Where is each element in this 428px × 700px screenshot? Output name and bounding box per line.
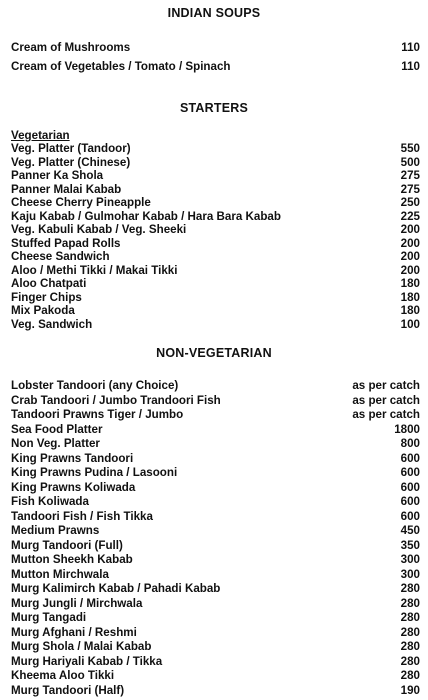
menu-item bbox=[11, 466, 420, 479]
menu-item-name: Veg. Kabuli Kabab / Veg. Sheeki bbox=[11, 223, 187, 236]
menu-item bbox=[11, 210, 420, 223]
menu-item-name: Murg Afghani / Reshmi bbox=[11, 625, 137, 639]
menu-item bbox=[11, 379, 420, 392]
menu-item bbox=[11, 264, 420, 277]
menu-item-price: 600 bbox=[400, 451, 420, 465]
menu-item-name: Murg Tandoori (Full) bbox=[11, 538, 123, 552]
menu-item-price: 280 bbox=[400, 596, 420, 610]
menu-item bbox=[11, 568, 420, 581]
menu-item-price: 1800 bbox=[394, 422, 420, 436]
menu-item-price: 250 bbox=[400, 196, 420, 209]
menu-item bbox=[11, 437, 420, 450]
menu-item bbox=[11, 640, 420, 653]
soups-heading: INDIAN SOUPS bbox=[167, 6, 261, 20]
menu-item bbox=[11, 196, 420, 209]
menu-item-name: Sea Food Platter bbox=[11, 422, 103, 436]
menu-item-price: 100 bbox=[400, 317, 420, 331]
menu-item-price: 500 bbox=[400, 155, 420, 169]
menu-item-name: Medium Prawns bbox=[11, 524, 100, 537]
menu-item-price: 200 bbox=[400, 236, 420, 250]
menu-item-price: 275 bbox=[400, 169, 420, 182]
menu-item-name: Panner Ka Shola bbox=[11, 169, 104, 182]
menu-item-price: 200 bbox=[400, 250, 420, 263]
menu-item bbox=[11, 481, 420, 494]
menu-item bbox=[11, 495, 420, 508]
menu-item-price: 200 bbox=[400, 223, 420, 236]
menu-item-name: Veg. Platter (Tandoor) bbox=[11, 142, 131, 155]
menu-item-name: Crab Tandoori / Jumbo Trandoori Fish bbox=[11, 393, 221, 407]
menu-item-name: Kheema Aloo Tikki bbox=[11, 669, 115, 682]
menu-item-price: 180 bbox=[400, 304, 420, 317]
menu-item-price: 300 bbox=[400, 553, 420, 566]
menu-item-price: 180 bbox=[400, 277, 420, 290]
menu-item bbox=[11, 291, 420, 304]
menu-item-name: Murg Hariyali Kabab / Tikka bbox=[11, 654, 163, 668]
menu-item-name: Kaju Kabab / Gulmohar Kabab / Hara Bara Kabab bbox=[11, 209, 281, 223]
menu-item bbox=[11, 655, 420, 668]
menu-item-price: 280 bbox=[400, 669, 420, 682]
menu-item bbox=[11, 669, 420, 682]
menu-item bbox=[11, 394, 420, 407]
menu-item-name: Fish Koliwada bbox=[11, 495, 89, 508]
menu-item-name: Non Veg. Platter bbox=[11, 437, 100, 450]
menu-item bbox=[11, 41, 420, 54]
menu-item bbox=[11, 250, 420, 263]
menu-item-name: King Prawns Koliwada bbox=[11, 480, 136, 494]
menu-item-price: as per catch bbox=[352, 408, 420, 421]
menu-item bbox=[11, 60, 420, 73]
menu-item-name: Tandoori Fish / Fish Tikka bbox=[11, 509, 153, 523]
menu-item bbox=[11, 423, 420, 436]
menu-item bbox=[11, 223, 420, 236]
menu-item-name: King Prawns Tandoori bbox=[11, 451, 134, 465]
menu-item-name: Mix Pakoda bbox=[11, 304, 75, 317]
menu-item bbox=[11, 408, 420, 421]
menu-item bbox=[11, 142, 420, 155]
menu-item-name: Mutton Mirchwala bbox=[11, 567, 109, 581]
menu-item bbox=[11, 684, 420, 697]
menu-item-name: Lobster Tandoori (any Choice) bbox=[11, 379, 179, 392]
menu-item-price: 550 bbox=[400, 142, 420, 155]
menu-item-name: Aloo Chatpati bbox=[11, 277, 87, 290]
menu-item bbox=[11, 611, 420, 624]
menu-item-price: 280 bbox=[400, 654, 420, 668]
menu-item bbox=[11, 183, 420, 196]
menu-item-price: 600 bbox=[400, 495, 420, 508]
menu-item-price: 200 bbox=[400, 263, 420, 277]
menu-item-name: Tandoori Prawns Tiger / Jumbo bbox=[11, 408, 184, 421]
menu-item bbox=[11, 277, 420, 290]
menu-item-name: Finger Chips bbox=[11, 290, 82, 304]
menu-item-price: 600 bbox=[400, 509, 420, 523]
menu-item-name: Veg. Sandwich bbox=[11, 317, 93, 331]
menu-item-name: Panner Malai Kabab bbox=[11, 182, 122, 196]
menu-item bbox=[11, 304, 420, 317]
menu-item-name: Murg Kalimirch Kabab / Pahadi Kabab bbox=[11, 582, 221, 595]
menu-item-price: as per catch bbox=[352, 379, 420, 392]
menu-item bbox=[11, 169, 420, 182]
menu-item-price: 275 bbox=[400, 182, 420, 196]
menu-item-price: 190 bbox=[400, 683, 420, 697]
vegetarian-subheading: Vegetarian bbox=[11, 129, 70, 142]
menu-item bbox=[11, 510, 420, 523]
menu-item-price: as per catch bbox=[352, 393, 420, 407]
menu-item-price: 280 bbox=[400, 625, 420, 639]
menu-item-name: Stuffed Papad Rolls bbox=[11, 236, 121, 250]
menu-item-name: Mutton Sheekh Kabab bbox=[11, 553, 133, 566]
menu-item-name: Murg Shola / Malai Kabab bbox=[11, 640, 152, 653]
menu-item-price: 280 bbox=[400, 582, 420, 595]
menu-item bbox=[11, 539, 420, 552]
menu-item-price: 280 bbox=[400, 640, 420, 653]
nonveg-heading: NON-VEGETARIAN bbox=[156, 346, 272, 360]
menu-item-price: 180 bbox=[400, 290, 420, 304]
menu-item-price: 600 bbox=[400, 466, 420, 479]
menu-item bbox=[11, 597, 420, 610]
menu-item-price: 800 bbox=[400, 437, 420, 450]
menu-item bbox=[11, 626, 420, 639]
menu-item bbox=[11, 553, 420, 566]
menu-item-price: 350 bbox=[400, 538, 420, 552]
menu-item-price: 450 bbox=[400, 524, 420, 537]
menu-item-price: 300 bbox=[400, 567, 420, 581]
menu-item-name: Murg Jungli / Mirchwala bbox=[11, 596, 143, 610]
menu-item-price: 600 bbox=[400, 480, 420, 494]
menu-item-name: Cheese Sandwich bbox=[11, 250, 110, 263]
menu-item-name: Veg. Platter (Chinese) bbox=[11, 155, 131, 169]
menu-item-name: Murg Tangadi bbox=[11, 611, 87, 624]
menu-item bbox=[11, 452, 420, 465]
menu-item-price: 110 bbox=[401, 41, 420, 54]
menu-item bbox=[11, 156, 420, 169]
menu-item-price: 225 bbox=[400, 209, 420, 223]
menu-item-price: 280 bbox=[400, 611, 420, 624]
menu-item-name: Aloo / Methi Tikki / Makai Tikki bbox=[11, 263, 178, 277]
menu-item-name: Murg Tandoori (Half) bbox=[11, 683, 125, 697]
menu-item bbox=[11, 524, 420, 537]
menu-item-name: Cheese Cherry Pineapple bbox=[11, 196, 151, 209]
menu-item bbox=[11, 237, 420, 250]
menu-item-name: King Prawns Pudina / Lasooni bbox=[11, 466, 178, 479]
menu-item bbox=[11, 318, 420, 331]
menu-item bbox=[11, 582, 420, 595]
menu-item-name: Cream of Vegetables / Tomato / Spinach bbox=[11, 60, 231, 73]
menu-item-price: 110 bbox=[401, 60, 420, 73]
menu-item-name: Cream of Mushrooms bbox=[11, 41, 131, 54]
starters-heading: STARTERS bbox=[179, 101, 249, 115]
